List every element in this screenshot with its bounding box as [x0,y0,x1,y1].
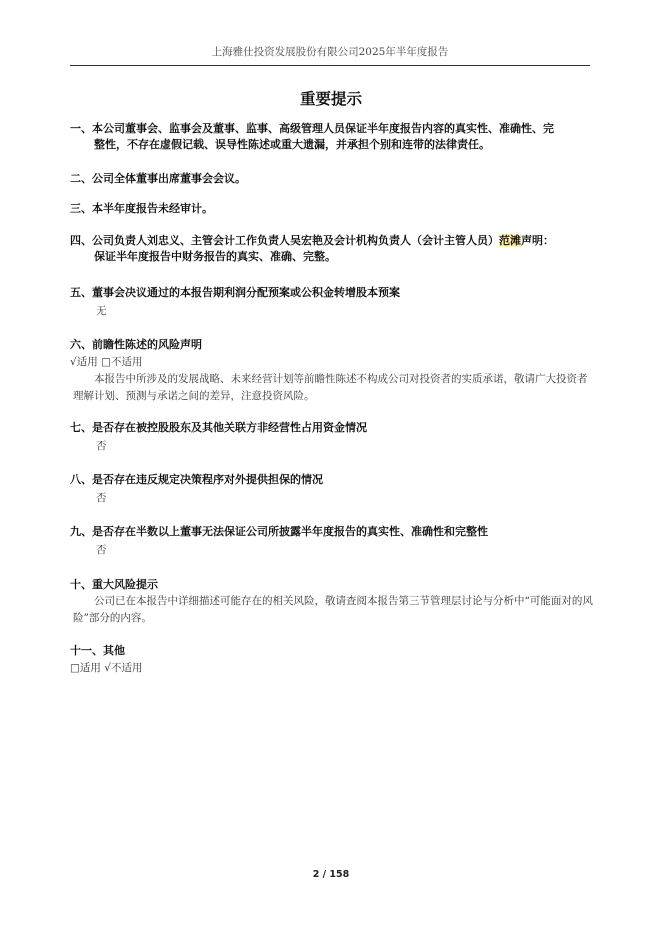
section-1-heading-line2: 整性，不存在虚假记载、误导性陈述或重大遗漏，并承担个别和连带的法律责任。 [94,138,490,151]
section-9-body: 否 [96,544,107,556]
section-1-heading [70,121,595,153]
section-11-heading: 十一、其他 [70,644,125,657]
section-4 [70,233,595,265]
section-8-heading: 八、是否存在违反规定决策程序对外提供担保的情况 [70,473,323,486]
section-8 [70,472,595,507]
section-2-heading: 二、公司全体董事出席董事会会议。 [70,172,246,185]
page-header: 上海雅仕投资发展股份有限公司2025年半年度报告 [70,44,590,66]
section-6-heading: 六、前瞻性陈述的风险声明 [70,338,202,351]
section-7-heading: 七、是否存在被控股股东及其他关联方非经营性占用资金情况 [70,421,367,434]
section-7-body: 否 [96,440,107,452]
page-title: 重要提示 [299,90,362,108]
section-5-body: 无 [96,305,107,317]
section-2 [70,171,595,187]
section-1-heading-line1: 一、本公司董事会、监事会及董事、监事、高级管理人员保证半年度报告内容的真实性、准确性、完 [70,122,554,135]
section-1 [70,121,595,153]
section-9 [70,524,595,559]
section-3-heading: 三、本半年度报告未经审计。 [70,202,213,215]
page-number: 2 / 158 [312,869,350,880]
section-4-heading-part1: 四、公司负责人刘忠义、主管会计工作负责人吴宏艳及会计机构负责人（会计主管人员） [70,234,499,247]
section-10 [70,577,595,627]
section-11-applicability: □适用 √不适用 [70,662,143,674]
section-6 [70,337,595,405]
section-5 [70,285,595,320]
section-5-heading: 五、董事会决议通过的本报告期利润分配预案或公积金转增股本预案 [70,286,400,299]
highlighted-name: 范滩 [499,234,521,247]
section-11 [70,643,595,677]
section-9-heading: 九、是否存在半数以上董事无法保证公司所披露半年度报告的真实性、准确性和完整性 [70,525,488,538]
section-3 [70,201,595,217]
section-6-body: 本报告中所涉及的发展战略、未来经营计划等前瞻性陈述不构成公司对投资者的实质承诺，敬请广大投资者理解计划、预测与承诺之间的差异，注意投资风险。 [73,373,588,402]
section-10-heading: 十、重大风险提示 [70,578,158,591]
section-10-body: 公司已在本报告中详细描述可能存在的相关风险，敬请查阅本报告第三节管理层讨论与分析中“可能面对的风险”部分的内容。 [73,595,593,624]
section-4-heading-line2: 保证半年度报告中财务报告的真实、准确、完整。 [94,250,336,263]
section-7 [70,420,595,455]
section-8-body: 否 [96,492,107,504]
section-6-applicability: √适用 □不适用 [70,356,143,368]
section-4-heading [70,233,595,265]
section-4-heading-part2: 声明： [521,234,554,247]
